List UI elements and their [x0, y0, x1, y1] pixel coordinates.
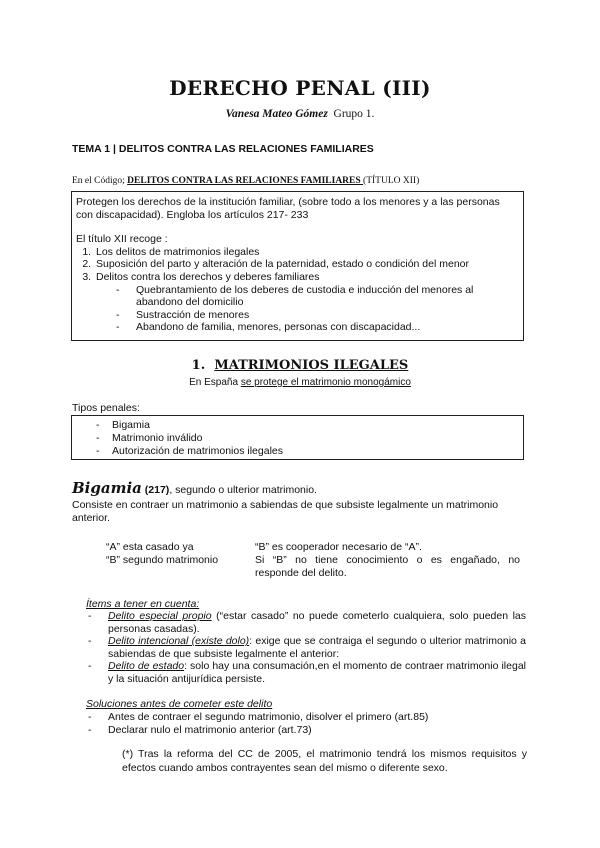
example-right	[255, 541, 520, 580]
section-number: 1.	[191, 358, 206, 373]
codigo-suffix: (TÍTULO XII)	[363, 176, 420, 186]
list-item: - Bigamia	[72, 419, 523, 432]
section-heading	[0, 358, 600, 374]
codigo-line	[72, 176, 419, 187]
example-line: Si “B” no tiene conocimiento o es engañado, no responde del delito.	[255, 554, 520, 580]
list-item	[94, 271, 519, 334]
list-item: 2. Suposición del parto y alteración de la paternidad, estado o condición del menor	[94, 258, 519, 271]
example-line: “B” es cooperador necesario de “A”.	[255, 541, 422, 553]
subtitle-prefix: En España	[189, 377, 241, 388]
example-line: “A” esta casado ya	[106, 541, 194, 553]
bigamia-article: (217)	[144, 484, 170, 496]
sub-list	[96, 284, 519, 334]
box-recoge: El título XII recoge :	[76, 233, 168, 246]
sub-list-item: - Quebrantamiento de los deberes de custodia e inducción del menores al abandono del domicilio	[96, 284, 519, 309]
items-list	[86, 610, 526, 686]
item-text: : solo hay una consumación,en el momento de contraer matrimonio ilegal y la situación antijurídica persiste.	[108, 660, 526, 685]
list-item-label: Delitos contra los derechos y deberes familiares	[96, 270, 320, 283]
item-text: (“estar casado” no puede cometerlo cualquiera, solo pueden las personas casadas).	[108, 610, 526, 635]
codigo-title: DELITOS CONTRA LAS RELACIONES FAMILIARES	[127, 176, 364, 186]
codigo-prefix: En el Código;	[72, 176, 128, 186]
section-subtitle	[0, 377, 600, 389]
author-line	[0, 108, 600, 122]
subtitle-underlined: se protege el matrimonio monogámico	[240, 377, 411, 388]
group-label: Grupo 1.	[333, 108, 375, 120]
list-item: - Autorización de matrimonios ilegales	[72, 445, 523, 458]
reform-note: (*) Tras la reforma del CC de 2005, el matrimonio tendrá los mismos requisitos y efectos cuando ambos contrayentes sean del mismo o diferente sexo.	[122, 748, 527, 774]
list-item	[86, 610, 526, 635]
bigamia-title: Bigamia	[72, 479, 142, 497]
bigamia-definition: Consiste en contraer un matrimonio a sabiendas de que subsiste legalmente un matrimonio anterior.	[72, 499, 499, 524]
list-item: - Matrimonio inválido	[72, 432, 523, 445]
list-item: - Antes de contraer el segundo matrimonio, disolver el primero (art.85)	[86, 711, 526, 724]
section-title: MATRIMONIOS ILEGALES	[214, 358, 409, 373]
soluciones-heading: Soluciones antes de cometer este delito	[86, 698, 273, 710]
soluciones-list	[86, 711, 526, 736]
bigamia-heading	[72, 479, 317, 497]
example-left	[106, 541, 246, 567]
item-term: Delito de estado	[108, 660, 185, 673]
summary-box	[71, 191, 524, 341]
item-text: : exige que se contraiga el segundo o ulterior matrimonio a sabiendas de que subsiste legalmente el anterior:	[108, 635, 526, 660]
example-line: “B” segundo matrimonio	[106, 554, 219, 567]
tipos-label: Tipos penales:	[72, 402, 140, 414]
tema-heading: TEMA 1 | DELITOS CONTRA LAS RELACIONES FAMILIARES	[72, 143, 374, 155]
box-intro: Protegen los derechos de la institución familiar, (sobre todo a los menores y a las personas con discapacidad). Engloba los artículos 217- 233	[76, 196, 500, 221]
item-term: Delito especial propio	[108, 610, 212, 622]
tipos-box	[71, 415, 524, 460]
list-item: 1. Los delitos de matrimonios ilegales	[94, 246, 519, 259]
bigamia-rest: , segundo o ulterior matrimonio.	[169, 484, 317, 496]
list-item	[86, 635, 526, 660]
page-title: DERECHO PENAL (III)	[169, 76, 431, 100]
item-term: Delito intencional (existe dolo)	[108, 635, 250, 648]
items-heading: Ítems a tener en cuenta:	[86, 598, 200, 610]
list-item: - Declarar nulo el matrimonio anterior (art.73)	[86, 724, 526, 737]
sub-list-item: - Abandono de familia, menores, personas con discapacidad...	[96, 321, 519, 334]
sub-list-item: - Sustracción de menores	[96, 309, 519, 322]
titulo-list	[76, 246, 519, 334]
tipos-list	[72, 419, 523, 458]
author-name: Vanesa Mateo Gómez	[225, 108, 328, 120]
list-item	[86, 660, 526, 685]
